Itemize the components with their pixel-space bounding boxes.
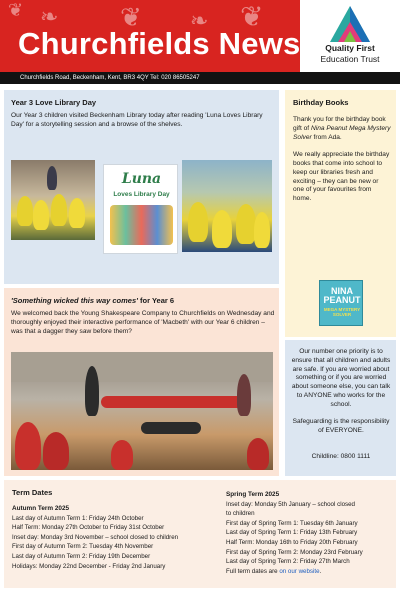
book-cover-subtitle: MEGA MYSTERY SOLVER [323, 307, 361, 317]
safeguarding-priority: Our number one priority is to ensure that all children and adults are safe. If you are worried about something or if you are worried about someone else, you can talk to ANYONE who works for the school. [291, 348, 391, 408]
library-photo-group [11, 160, 95, 240]
macbeth-heading [11, 296, 174, 305]
triangle-logo-icon [330, 6, 370, 42]
luna-book-cover [103, 164, 178, 254]
macbeth-heading-rest: for Year 6 [137, 296, 175, 305]
spring-term-date: Last day of Spring Term 1: Friday 13th February [226, 529, 358, 537]
safeguarding-text [291, 348, 391, 436]
website-link[interactable]: on our website [279, 567, 320, 575]
safeguarding-panel [285, 340, 396, 476]
spring-term-heading: Spring Term 2025 [226, 491, 280, 498]
book-cover-title: NINA PEANUT [323, 286, 361, 305]
safeguarding-responsibility: Safeguarding is the responsibility of EVERYONE. [292, 418, 390, 435]
autumn-term-date: Half Term: Monday 27th October to Friday 31st October [12, 524, 165, 532]
autumn-term-date: Holidays: Monday 22nd December - Friday 2nd January [12, 562, 166, 570]
address-bar [0, 72, 400, 84]
birthday-appreciation-text: We really appreciate the birthday books that come into school to keep our libraries fresh and exciting – they can be new or one of your favourites from home. [293, 151, 390, 203]
autumn-term-date: Inset day: Monday 3rd November – school closed to children [12, 533, 179, 541]
autumn-term-column [12, 504, 222, 571]
book-cover-illustration [110, 205, 173, 245]
macbeth-text: We welcomed back the Young Shakespeare Company to Churchfields on Wednesday and thoroughly enjoyed their interactive performance of 'Macbeth' with our Year 6 children – was that a dagger they saw before them? [11, 310, 275, 335]
birthday-thanks-text: Thank you for the birthday book gift of [293, 116, 386, 132]
birthday-book-title: Nina Peanut Mega Mystery Solver [293, 124, 391, 141]
birthday-thanks-end: from Ada. [311, 133, 342, 141]
term-dates-panel [4, 480, 396, 588]
full-term-dates-line [226, 567, 392, 577]
autumn-term-heading: Autumn Term 2025 [12, 505, 70, 512]
library-heading: Year 3 Love Library Day [11, 98, 97, 107]
leaf-icon: ❧ [190, 8, 209, 33]
autumn-term-date: Last day of Autumn Term 2: Friday 19th December [12, 552, 151, 560]
spring-term-date: First day of Spring Term 1: Tuesday 6th January [226, 519, 358, 527]
macbeth-performance-photo [11, 352, 273, 470]
childline-number: Childline: 0800 1111 [311, 453, 371, 460]
book-cover-title: Luna [121, 171, 162, 187]
macbeth-quote: 'Something wicked this way comes' [11, 296, 138, 305]
school-address: Churchfields Road, Beckenham, Kent, BR3 4QY Tel: 020 86505247 [20, 75, 200, 81]
birthday-books-panel [285, 90, 396, 337]
logo-text-line2: Education Trust [320, 54, 380, 64]
spring-term-date: Last day of Spring Term 2: Friday 27th March [226, 558, 350, 566]
birthday-text [293, 116, 391, 204]
autumn-term-date: First day of Autumn Term 2: Tuesday 4th November [12, 543, 154, 551]
birthday-heading: Birthday Books [293, 98, 349, 107]
book-cover-subtitle: Loves Library Day [113, 191, 170, 198]
leaf-icon: ❧ [40, 4, 59, 29]
full-term-dates-end: . [319, 567, 322, 575]
nina-peanut-book-cover [319, 280, 363, 326]
leaf-icon: ❦ [240, 1, 264, 32]
spring-term-date: Inset day: Monday 5th January – school closed [226, 500, 355, 508]
newsletter-header [0, 0, 400, 72]
autumn-term-date: Last day of Autumn Term 1: Friday 24th October [12, 514, 144, 522]
spring-term-date: Half Term: Monday 16th to Friday 20th February [226, 538, 358, 546]
term-dates-heading: Term Dates [12, 488, 53, 497]
trust-logo [300, 0, 400, 72]
leaf-icon: ❦ [120, 2, 142, 32]
full-term-dates-text: Full term dates are [226, 567, 280, 575]
macbeth-panel [4, 288, 279, 476]
newsletter-title: Churchfields News [18, 26, 301, 61]
leaf-icon: ❦ [8, 0, 24, 20]
library-photo-children [182, 160, 272, 252]
spring-term-column [226, 490, 392, 576]
spring-term-date: First day of Spring Term 2: Monday 23rd February [226, 548, 363, 556]
logo-text-line1: Quality First [325, 43, 375, 53]
spring-term-date: to children [226, 510, 255, 518]
library-text: Our Year 3 children visited Beckenham Library today after reading 'Luna Loves Library Day' for a storytelling session and a browse of the shelves. [11, 112, 263, 128]
library-day-panel [4, 90, 279, 284]
